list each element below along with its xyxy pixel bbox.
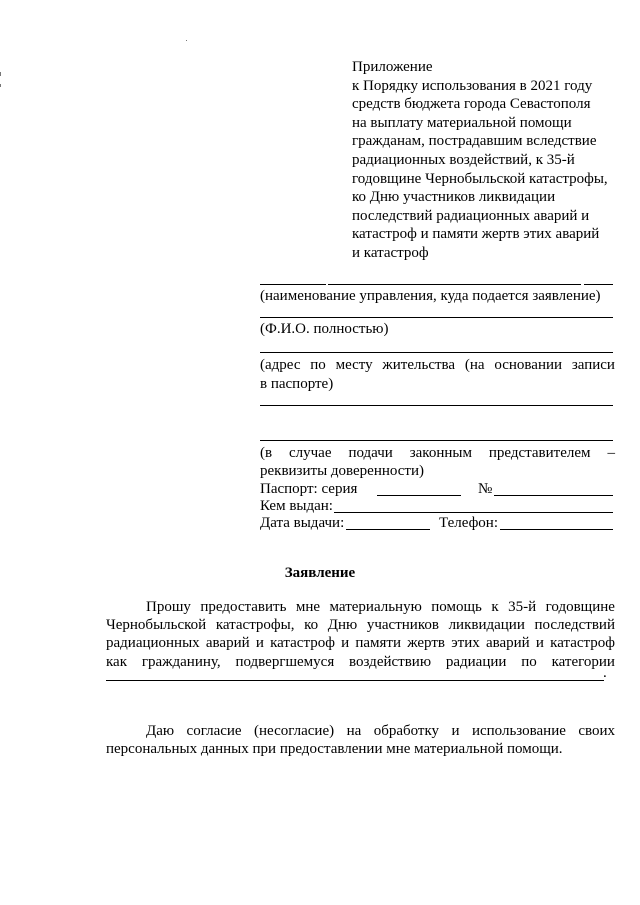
word: на (346, 723, 362, 739)
passport-number-field[interactable] (494, 495, 613, 496)
representative-hint-line1 (260, 444, 615, 463)
phone-field[interactable] (500, 529, 613, 530)
word: помощь (431, 599, 482, 615)
appendix-line: к Порядку использования в 2021 году (352, 77, 593, 94)
appendix-line: последствий радиационных аварий и (352, 207, 590, 224)
appendix-line: средств бюджета города Севастополя (352, 96, 591, 113)
category-field-line[interactable] (106, 680, 604, 681)
word: согласие (186, 723, 242, 739)
word: ликвидации (448, 617, 525, 634)
word: подачи (348, 445, 393, 461)
word: месту (335, 357, 373, 373)
word: к (491, 599, 499, 615)
consent-line-1 (146, 722, 615, 740)
appendix-line: на выплату материальной помощи (352, 114, 572, 131)
word: годовщине (545, 599, 615, 615)
appendix-line: и катастроф (352, 244, 429, 261)
word: (несогласие) (254, 723, 335, 739)
word: (в (260, 445, 273, 461)
word: катастроф (270, 635, 335, 652)
department-field-line[interactable] (584, 284, 613, 285)
appendix-line: катастроф и памяти жертв этих аварий (352, 226, 600, 243)
word: – (607, 445, 615, 461)
word: представителем (488, 445, 591, 461)
word: аварий (485, 635, 530, 652)
address-extra-line[interactable] (260, 405, 613, 406)
word: радиации (445, 653, 507, 670)
appendix-line: гражданам, пострадавшим вследствие (352, 133, 597, 150)
consent-paragraph (106, 722, 615, 758)
word: воздействию (349, 653, 432, 670)
word: использование (471, 723, 566, 739)
word: и (451, 723, 460, 739)
fio-field-line[interactable] (260, 317, 613, 318)
passport-number-label: № (478, 481, 493, 497)
word: как (106, 653, 128, 670)
representative-hint-line2: реквизиты доверенности) (260, 463, 424, 479)
department-field-line[interactable] (260, 284, 326, 285)
appendix-line: годовщине Чернобыльской катастрофы, (352, 170, 608, 187)
scan-artifact (0, 84, 1, 87)
word: Дню (327, 617, 358, 634)
issue-date-label: Дата выдачи: (260, 515, 345, 531)
word: материальную (329, 599, 422, 615)
word: (на (464, 357, 485, 373)
word: и (255, 635, 264, 652)
word: последствий (534, 617, 615, 634)
word: 35-й (508, 599, 537, 615)
word: мне (295, 599, 321, 615)
issued-by-label: Кем выдан: (260, 498, 333, 514)
request-paragraph (106, 598, 615, 671)
issued-by-field[interactable] (334, 512, 613, 513)
passport-series-label: Паспорт: серия (260, 481, 358, 497)
word: катастроф (550, 635, 615, 652)
passport-series-field[interactable] (377, 495, 461, 496)
word: законным (409, 445, 472, 461)
word: обработку (373, 723, 440, 739)
word: ко (304, 617, 319, 634)
word: жертв (407, 635, 445, 652)
word: подвергшемуся (235, 653, 335, 670)
statement-title: Заявление (284, 565, 356, 581)
word: радиационных (106, 635, 200, 652)
appendix-header (352, 58, 627, 263)
issue-date-field[interactable] (346, 529, 430, 530)
appendix-line: радиационных воздействий, к 35-й (352, 151, 575, 168)
word: своих (578, 723, 615, 739)
word: по (310, 357, 326, 373)
word: основании (494, 357, 563, 373)
address-field-line[interactable] (260, 352, 613, 353)
address-hint-line2: в паспорте) (260, 376, 334, 392)
department-field-line[interactable] (328, 284, 581, 285)
word: предоставить (200, 599, 287, 615)
word: аварий (205, 635, 250, 652)
word: этих (451, 635, 480, 652)
request-line-2 (106, 616, 615, 634)
request-line-4 (106, 653, 615, 671)
scan-artifact (186, 40, 187, 41)
phone-label: Телефон: (439, 515, 498, 531)
word: и (341, 635, 350, 652)
fio-hint: (Ф.И.О. полностью) (260, 321, 389, 337)
scan-artifact (0, 72, 1, 76)
word: участников (366, 617, 439, 634)
word: катастрофы, (215, 617, 295, 634)
appendix-line: Приложение (352, 59, 433, 75)
word: случае (289, 445, 332, 461)
request-line-1 (146, 598, 615, 616)
word: Чернобыльской (106, 617, 207, 634)
word: записи (571, 357, 615, 373)
representative-field-line[interactable] (260, 440, 613, 441)
word: категории (551, 653, 615, 670)
word: Прошу (146, 599, 191, 615)
word: и (535, 635, 544, 652)
appendix-line: ко Дню участников ликвидации (352, 189, 556, 206)
word: (адрес (260, 357, 301, 373)
category-end-period: . (603, 665, 607, 681)
request-line-3 (106, 634, 615, 652)
word: Даю (146, 723, 175, 739)
word: гражданину, (141, 653, 221, 670)
word: памяти (355, 635, 402, 652)
consent-line-2: персональных данных при предоставлении мне материальной помощи. (106, 741, 563, 758)
word: жительства (382, 357, 456, 373)
word: по (521, 653, 537, 670)
address-hint-line1 (260, 356, 615, 375)
department-hint: (наименование управления, куда подается заявление) (260, 288, 601, 304)
